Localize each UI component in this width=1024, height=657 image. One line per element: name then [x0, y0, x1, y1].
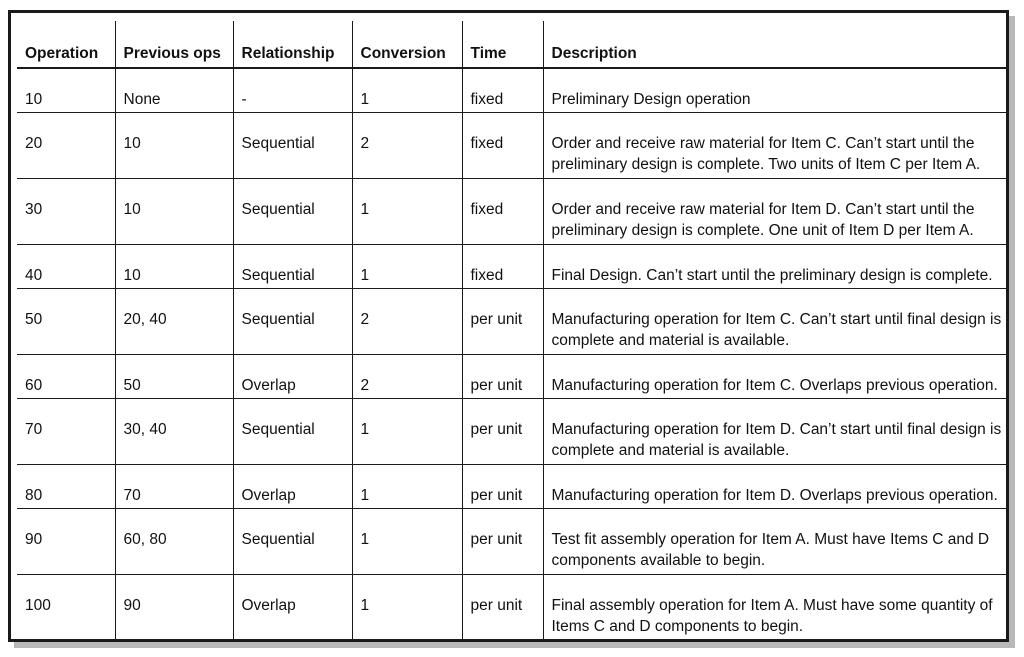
description-cell: Manufacturing operation for Item D. Overlaps previous operation.	[543, 464, 1006, 508]
operation-cell: 100	[17, 574, 115, 640]
header-relationship: Relationship	[233, 21, 352, 68]
previous-ops-cell: 70	[115, 464, 233, 508]
description-cell: Final assembly operation for Item A. Must have some quantity of Items C and D components to begin.	[543, 574, 1006, 640]
table-row	[17, 574, 1006, 640]
operation-cell: 10	[17, 68, 115, 112]
previous-ops-cell: 90	[115, 574, 233, 640]
table-row	[17, 112, 1006, 178]
operation-cell: 50	[17, 288, 115, 354]
table-row	[17, 398, 1006, 464]
conversion-cell: 1	[352, 508, 462, 574]
relationship-cell: -	[233, 68, 352, 112]
table-row	[17, 354, 1006, 398]
header-row	[17, 21, 1006, 68]
description-cell: Test fit assembly operation for Item A. Must have Items C and D components available to begin.	[543, 508, 1006, 574]
header-conversion: Conversion	[352, 21, 462, 68]
table-row	[17, 288, 1006, 354]
table-row	[17, 244, 1006, 288]
description-cell: Order and receive raw material for Item C. Can’t start until the preliminary design is complete. Two units of Item C per Item A.	[543, 112, 1006, 178]
description-cell: Manufacturing operation for Item C. Overlaps previous operation.	[543, 354, 1006, 398]
operation-cell: 30	[17, 178, 115, 244]
previous-ops-cell: 10	[115, 178, 233, 244]
time-cell: fixed	[462, 112, 543, 178]
operation-cell: 80	[17, 464, 115, 508]
previous-ops-cell: 10	[115, 112, 233, 178]
time-cell: fixed	[462, 178, 543, 244]
previous-ops-cell: None	[115, 68, 233, 112]
description-cell: Manufacturing operation for Item C. Can’t start until final design is complete and material is available.	[543, 288, 1006, 354]
conversion-cell: 1	[352, 68, 462, 112]
previous-ops-cell: 20, 40	[115, 288, 233, 354]
relationship-cell: Overlap	[233, 464, 352, 508]
conversion-cell: 2	[352, 288, 462, 354]
relationship-cell: Sequential	[233, 244, 352, 288]
description-cell: Manufacturing operation for Item D. Can’t start until final design is complete and material is available.	[543, 398, 1006, 464]
table-row	[17, 68, 1006, 112]
relationship-cell: Sequential	[233, 112, 352, 178]
table-row	[17, 178, 1006, 244]
time-cell: fixed	[462, 68, 543, 112]
relationship-cell: Overlap	[233, 354, 352, 398]
relationship-cell: Sequential	[233, 178, 352, 244]
time-cell: per unit	[462, 398, 543, 464]
conversion-cell: 2	[352, 112, 462, 178]
header-operation: Operation	[17, 21, 115, 68]
header-time: Time	[462, 21, 543, 68]
previous-ops-cell: 30, 40	[115, 398, 233, 464]
conversion-cell: 1	[352, 464, 462, 508]
operations-table	[17, 21, 1006, 641]
table-row	[17, 508, 1006, 574]
operation-cell: 20	[17, 112, 115, 178]
time-cell: per unit	[462, 574, 543, 640]
time-cell: per unit	[462, 464, 543, 508]
time-cell: per unit	[462, 288, 543, 354]
operation-cell: 60	[17, 354, 115, 398]
time-cell: fixed	[462, 244, 543, 288]
conversion-cell: 2	[352, 354, 462, 398]
previous-ops-cell: 50	[115, 354, 233, 398]
relationship-cell: Sequential	[233, 398, 352, 464]
description-cell: Preliminary Design operation	[543, 68, 1006, 112]
relationship-cell: Sequential	[233, 288, 352, 354]
conversion-cell: 1	[352, 178, 462, 244]
description-cell: Final Design. Can’t start until the preliminary design is complete.	[543, 244, 1006, 288]
relationship-cell: Overlap	[233, 574, 352, 640]
table-row	[17, 464, 1006, 508]
time-cell: per unit	[462, 354, 543, 398]
header-previous-ops: Previous ops	[115, 21, 233, 68]
conversion-cell: 1	[352, 398, 462, 464]
operation-cell: 40	[17, 244, 115, 288]
conversion-cell: 1	[352, 574, 462, 640]
conversion-cell: 1	[352, 244, 462, 288]
relationship-cell: Sequential	[233, 508, 352, 574]
previous-ops-cell: 60, 80	[115, 508, 233, 574]
header-description: Description	[543, 21, 1006, 68]
description-cell: Order and receive raw material for Item D. Can’t start until the preliminary design is complete. One unit of Item D per Item A.	[543, 178, 1006, 244]
operation-cell: 90	[17, 508, 115, 574]
table-frame	[8, 10, 1009, 642]
operation-cell: 70	[17, 398, 115, 464]
time-cell: per unit	[462, 508, 543, 574]
previous-ops-cell: 10	[115, 244, 233, 288]
